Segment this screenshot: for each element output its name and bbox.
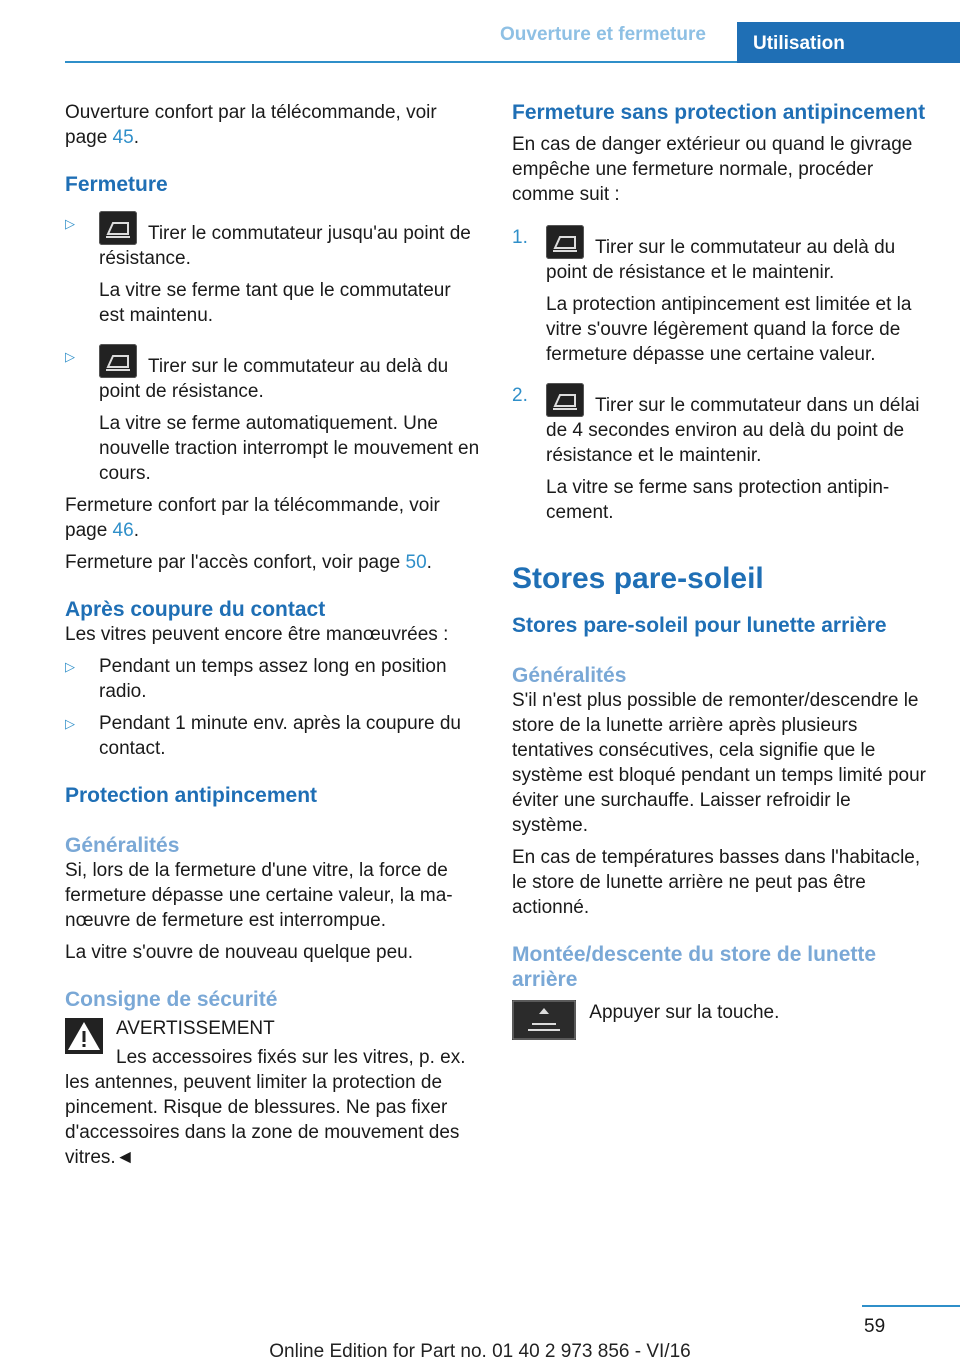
heading-stores: Stores pare-soleil	[512, 562, 764, 595]
bullet-marker-icon: ▷	[65, 659, 75, 674]
warning-text: Les accessoires fixés sur les vitres, p. ex. les antennes, peuvent limiter la protection de pincement. Risque de blessures. Ne pas fixer d'accessoires dans la zone de mouvement des vitres.◄	[65, 1047, 466, 1168]
footer-rule	[862, 1305, 960, 1307]
heading-consigne: Consigne de sécurité	[65, 988, 278, 1011]
heading-fermeture: Fermeture	[65, 173, 168, 196]
step-number: 2.	[512, 385, 528, 406]
warning-triangle-icon	[65, 1018, 103, 1054]
window-switch-icon	[99, 344, 137, 378]
right-column	[512, 100, 928, 1040]
bullet-item: ▷ Pendant 1 minute env. après la coupure du contact.	[65, 713, 461, 759]
page-number: 59	[864, 1316, 886, 1337]
sans-paragraph: En cas de danger extérieur ou quand le givrage empêche une fermeture normale, procéder comme suit :	[512, 134, 913, 205]
warning-block	[65, 1016, 481, 1170]
header-chapter: Utilisation	[737, 22, 960, 63]
heading-stores-arriere: Stores pare-soleil pour lunette arrière	[512, 614, 887, 637]
bullet-marker-icon: ▷	[65, 349, 75, 364]
heading-generalites-right: Généralités	[512, 664, 627, 687]
step-item: 2. Tirer sur le commutateur dans un délai de 4 secondes environ au delà du point de résistance et le maintenir. La vitre se ferme sans protection antipincement.	[512, 385, 920, 523]
left-column	[65, 100, 481, 1177]
press-button-text: Appuyer sur la touche.	[589, 1002, 780, 1023]
bullet-marker-icon: ▷	[65, 716, 75, 731]
bullet-item: ▷ Tirer le commutateur jusqu'au point de résistance. La vitre se ferme tant que le commutateur est maintenu.	[65, 211, 481, 328]
warning-title: AVERTISSEMENT	[116, 1018, 275, 1039]
page-link-46[interactable]: 46	[112, 520, 134, 541]
heading-protection: Protection antipincement	[65, 784, 318, 807]
bullet-marker-icon: ▷	[65, 216, 75, 231]
remote-paragraph: Fermeture confort par la télécommande, voir page 46.	[65, 495, 440, 541]
access-paragraph: Fermeture par l'accès confort, voir page 50.	[65, 552, 432, 573]
page-link-50[interactable]: 50	[405, 552, 427, 573]
sunblind-button-icon	[512, 1000, 576, 1040]
bullet-item: ▷ Tirer sur le commutateur au delà du point de résistance. La vitre se ferme automatiquement. Une nouvelle traction interrompt le mouvement en cours.	[65, 344, 481, 486]
footer-edition: Online Edition for Part no. 01 40 2 973 856 - VI/16	[269, 1341, 691, 1362]
generalites-paragraph: Si, lors de la fermeture d'une vitre, la force de fermeture dépasse une certaine valeur, la manœuvre de fermeture est interrompue.	[65, 860, 453, 931]
heading-apres: Après coupure du contact	[65, 598, 326, 621]
stores-paragraph: En cas de températures basses dans l'habitacle, le store de lunette arrière ne peut pas être actionné.	[512, 847, 921, 918]
button-row	[512, 1000, 928, 1040]
stores-paragraph: S'il n'est plus possible de remonter/descendre le store de la lunette arrière après plusieurs tentatives consécutives, cela signifie que le système est bloqué pendant un temps limité pour éviter une surchauffe. Laisser refroidir le système.	[512, 690, 927, 836]
intro-paragraph: Ouverture confort par la télécommande, voir page 45.	[65, 102, 437, 148]
step-item: 1. Tirer sur le commutateur au delà du point de résistance et le maintenir. La protection antipincement est limitée et la vitre s'ouvre légèrement quand la force de fermeture dépasse une certaine valeur.	[512, 227, 912, 365]
window-switch-icon	[546, 225, 584, 259]
heading-sans-protection: Fermeture sans protection antipincement	[512, 101, 926, 124]
page-link-45[interactable]: 45	[112, 127, 134, 148]
header-section: Ouverture et fermeture	[500, 24, 706, 45]
heading-generalites: Généralités	[65, 834, 180, 857]
window-switch-icon	[546, 383, 584, 417]
heading-montee: Montée/descente du store de lunette arrière	[512, 943, 877, 991]
apres-paragraph: Les vitres peuvent encore être manœuvrées :	[65, 624, 449, 645]
bullet-item: ▷ Pendant un temps assez long en position radio.	[65, 656, 447, 702]
window-switch-icon	[99, 211, 137, 245]
generalites-paragraph: La vitre s'ouvre de nouveau quelque peu.	[65, 942, 413, 963]
step-number: 1.	[512, 227, 528, 248]
